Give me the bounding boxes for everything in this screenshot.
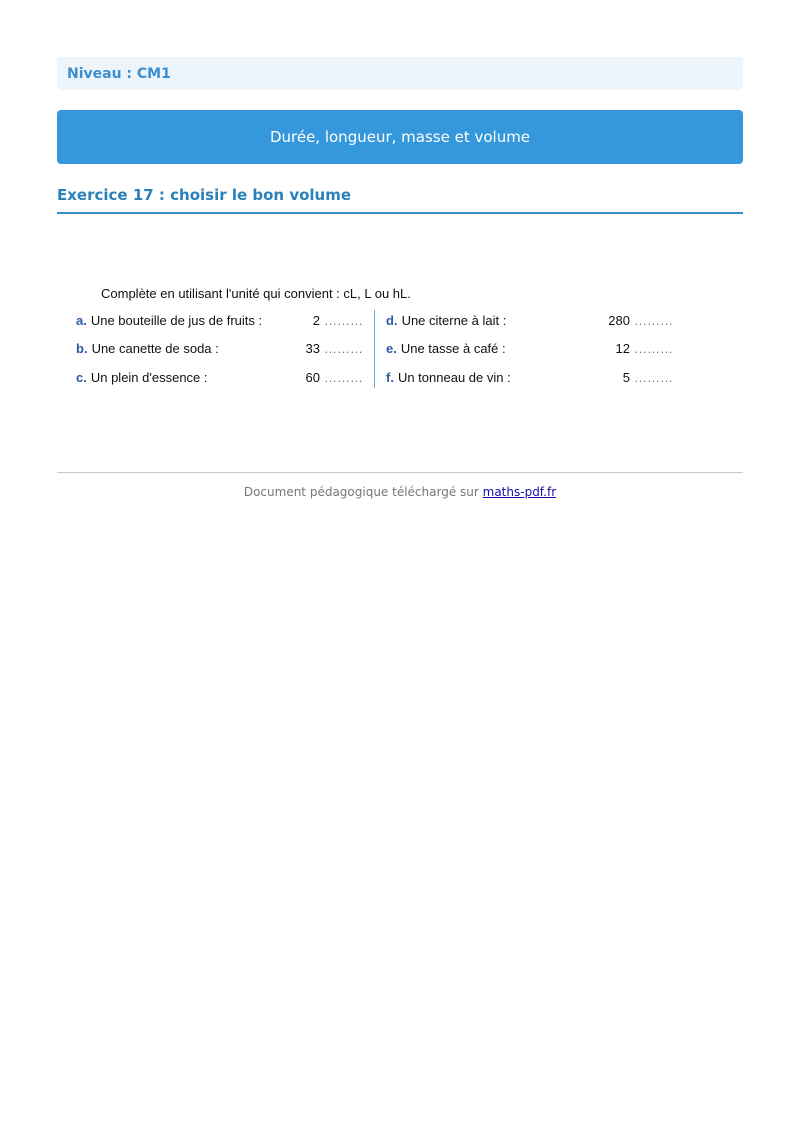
- item-value: 60: [305, 370, 320, 385]
- level-box: [57, 57, 743, 90]
- exercise-instruction: Complète en utilisant l'unité qui convient : cL, L ou hL.: [101, 286, 411, 301]
- item-value: 2: [312, 313, 320, 328]
- item-value: 33: [305, 341, 320, 356]
- item-label: Un tonneau de vin :: [397, 370, 511, 385]
- exercise-item-e: [386, 340, 506, 358]
- title-banner: [57, 110, 743, 164]
- item-label: Un plein d'essence :: [90, 370, 208, 385]
- item-value: 5: [622, 370, 630, 385]
- column-divider: [374, 310, 375, 388]
- item-value: 12: [615, 341, 630, 356]
- item-letter: d.: [386, 313, 398, 328]
- item-letter: a.: [76, 313, 87, 328]
- exercise-item-d: [386, 312, 506, 330]
- item-label: Une tasse à café :: [400, 341, 506, 356]
- item-value: 280: [608, 313, 630, 328]
- footer-link[interactable]: maths-pdf.fr: [482, 485, 557, 499]
- answer-blank[interactable]: ………: [324, 370, 363, 385]
- banner-title: Durée, longueur, masse et volume: [269, 128, 531, 146]
- answer-blank[interactable]: ………: [324, 341, 363, 356]
- item-label: Une canette de soda :: [91, 341, 219, 356]
- item-letter: b.: [76, 341, 88, 356]
- footer-text: Document pédagogique téléchargé sur: [243, 485, 483, 499]
- exercise-item-f: [386, 369, 511, 387]
- item-letter: f.: [386, 370, 394, 385]
- exercise-title-underline: [57, 212, 743, 214]
- footer: [57, 485, 743, 499]
- exercise-title: Exercice 17 : choisir le bon volume: [57, 186, 352, 204]
- exercise-item-c: [76, 369, 208, 387]
- footer-divider: [57, 472, 743, 473]
- answer-blank[interactable]: ………: [634, 370, 673, 385]
- answer-blank[interactable]: ………: [634, 313, 673, 328]
- answer-blank[interactable]: ………: [634, 341, 673, 356]
- item-letter: c.: [76, 370, 87, 385]
- item-label: Une bouteille de jus de fruits :: [90, 313, 263, 328]
- level-label: Niveau : CM1: [67, 65, 171, 82]
- answer-blank[interactable]: ………: [324, 313, 363, 328]
- exercise-item-b: [76, 340, 219, 358]
- exercise-item-a: [76, 312, 262, 330]
- item-letter: e.: [386, 341, 397, 356]
- item-label: Une citerne à lait :: [401, 313, 507, 328]
